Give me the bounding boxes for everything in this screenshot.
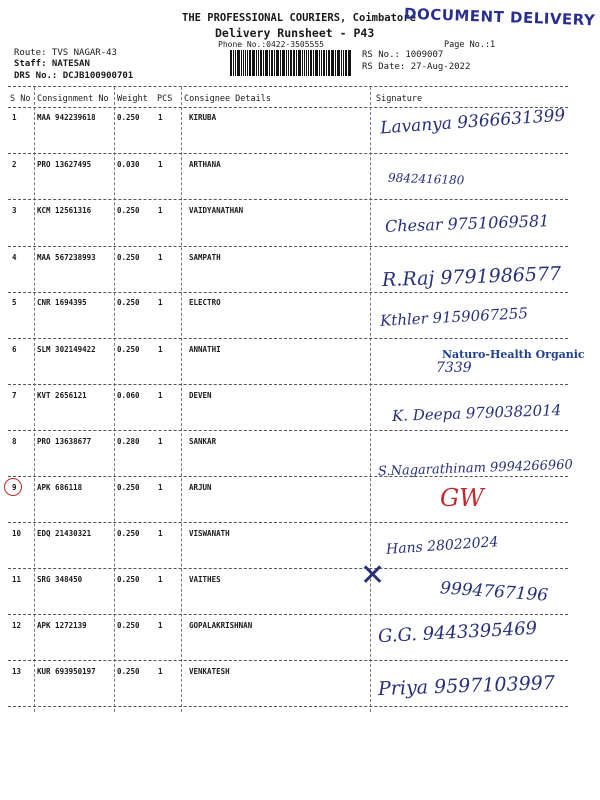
barcode-bar — [348, 50, 351, 76]
barcode-image — [230, 50, 352, 76]
barcode-bar — [235, 50, 236, 76]
row-divider — [8, 476, 568, 477]
cell-consignee: ANNATHI — [189, 345, 221, 354]
cell-sno: 4 — [12, 253, 17, 262]
cell-weight: 0.250 — [117, 298, 140, 307]
row-divider — [8, 614, 568, 615]
cell-consignment: KCM 12561316 — [37, 206, 92, 215]
cell-pcs: 1 — [158, 253, 163, 262]
barcode-bar — [306, 50, 308, 76]
row-divider — [8, 384, 568, 385]
rs-number: RS No.: 1009007 — [362, 50, 444, 60]
cell-weight: 0.060 — [117, 391, 140, 400]
cell-consignee: VAIDYANATHAN — [189, 206, 244, 215]
barcode-bar — [345, 50, 347, 76]
barcode-bar — [290, 50, 292, 76]
row-divider — [8, 706, 568, 707]
row-divider — [8, 199, 568, 200]
signature-5: Kthler 9159067255 — [379, 304, 529, 330]
barcode-bar — [286, 50, 287, 76]
red-circle-mark — [4, 478, 22, 496]
barcode-bar — [288, 50, 289, 76]
cross-mark-icon: ✕ — [360, 558, 386, 593]
table-top-rule — [8, 86, 568, 87]
barcode-bar — [331, 50, 334, 76]
staff-label: Staff: NATESAN — [14, 59, 90, 69]
cell-sno: 1 — [12, 113, 17, 122]
signature-3: Chesar 9751069581 — [384, 211, 550, 236]
cell-pcs: 1 — [158, 160, 163, 169]
rs-date: RS Date: 27-Aug-2022 — [362, 62, 471, 72]
cell-consignment: SLM 302149422 — [37, 345, 96, 354]
cell-consignment: APK 1272139 — [37, 621, 87, 630]
barcode-bar — [241, 50, 242, 76]
cell-pcs: 1 — [158, 206, 163, 215]
document-delivery-stamp: DOCUMENT DELIVERY — [403, 4, 596, 30]
cell-consignee: VENKATESH — [189, 667, 230, 676]
cell-weight: 0.030 — [117, 160, 140, 169]
cell-consignee: SANKAR — [189, 437, 217, 446]
cell-weight: 0.250 — [117, 621, 140, 630]
red-pen-mark: GW — [440, 484, 484, 512]
cell-consignment: SRG 348450 — [37, 575, 83, 584]
cell-weight: 0.250 — [117, 667, 140, 676]
barcode-bar — [319, 50, 320, 76]
cell-pcs: 1 — [158, 391, 163, 400]
row-divider — [8, 292, 568, 293]
phone-number: Phone No.:0422-3505555 — [218, 40, 324, 49]
cell-sno: 10 — [12, 529, 22, 538]
cell-weight: 0.250 — [117, 529, 140, 538]
barcode-bar — [341, 50, 342, 76]
barcode-bar — [310, 50, 312, 76]
barcode-bar — [328, 50, 330, 76]
cell-sno: 3 — [12, 206, 17, 215]
barcode-bar — [249, 50, 251, 76]
barcode-bar — [263, 50, 264, 76]
barcode-bar — [230, 50, 232, 76]
cell-sno: 5 — [12, 298, 17, 307]
cell-consignee: GOPALAKRISHNAN — [189, 621, 253, 630]
cell-sno: 11 — [12, 575, 22, 584]
cell-consignee: ELECTRO — [189, 298, 221, 307]
cell-consignment: EDQ 21430321 — [37, 529, 92, 538]
signature-7: K. Deepa 9790382014 — [391, 401, 562, 425]
header-pcs: PCS — [157, 94, 173, 104]
table-row — [0, 483, 600, 513]
barcode-bar — [243, 50, 245, 76]
barcode-bar — [296, 50, 297, 76]
barcode-bar — [258, 50, 259, 76]
cell-consignee: DEVEN — [189, 391, 212, 400]
cell-weight: 0.250 — [117, 206, 140, 215]
barcode-bar — [237, 50, 240, 76]
barcode-bar — [298, 50, 301, 76]
drs-number: DRS No.: DCJB100900701 — [14, 71, 134, 81]
cell-weight: 0.280 — [117, 437, 140, 446]
barcode-bar — [233, 50, 234, 76]
cell-consignment: CNR 1694395 — [37, 298, 87, 307]
cell-pcs: 1 — [158, 298, 163, 307]
signature-2: 9842416180 — [387, 170, 465, 188]
cell-consignment: KVT 2656121 — [37, 391, 87, 400]
barcode-bar — [315, 50, 318, 76]
company-name: THE PROFESSIONAL COURIERS, Coimbatore — [182, 12, 416, 24]
barcode-bar — [271, 50, 273, 76]
barcode-bar — [282, 50, 285, 76]
naturo-health-stamp: Naturo-Health Organic — [442, 348, 585, 361]
table-row — [0, 529, 600, 559]
cell-weight: 0.250 — [117, 253, 140, 262]
row-divider — [8, 568, 568, 569]
barcode-bar — [274, 50, 275, 76]
table-header-rule — [8, 107, 568, 108]
signature-4: R.Raj 9791986577 — [381, 262, 562, 292]
cell-consignment: APK 686118 — [37, 483, 83, 492]
cell-pcs: 1 — [158, 529, 163, 538]
header-weight: Weight — [117, 94, 148, 104]
cell-consignee: VAITHES — [189, 575, 221, 584]
cell-pcs: 1 — [158, 113, 163, 122]
row-divider — [8, 660, 568, 661]
barcode-bar — [335, 50, 336, 76]
barcode-bar — [338, 50, 340, 76]
cell-sno: 12 — [12, 621, 22, 630]
barcode-bar — [256, 50, 257, 76]
barcode-bar — [343, 50, 344, 76]
cell-sno: 6 — [12, 345, 17, 354]
header-consignee: Consignee Details — [184, 94, 271, 104]
cell-sno: 13 — [12, 667, 22, 676]
row-divider — [8, 246, 568, 247]
signature-6: 7339 — [436, 360, 472, 376]
signature-8: S.Nagarathinam 9994266960 — [377, 457, 573, 480]
barcode-bar — [252, 50, 255, 76]
cell-pcs: 1 — [158, 667, 163, 676]
header-consignment: Consignment No — [37, 94, 109, 104]
row-divider — [8, 153, 568, 154]
cell-pcs: 1 — [158, 483, 163, 492]
signature-13: Priya 9597103997 — [377, 671, 556, 701]
page-number: Page No.:1 — [444, 40, 496, 50]
cell-pcs: 1 — [158, 575, 163, 584]
barcode-bar — [269, 50, 270, 76]
cell-consignment: MAA 567238993 — [37, 253, 96, 262]
table-row — [0, 160, 600, 190]
barcode-bar — [313, 50, 314, 76]
cell-pcs: 1 — [158, 621, 163, 630]
cell-sno: 8 — [12, 437, 17, 446]
cell-consignment: PRO 13638677 — [37, 437, 92, 446]
cell-consignment: MAA 942239618 — [37, 113, 96, 122]
cell-consignment: KUR 693950197 — [37, 667, 96, 676]
row-divider — [8, 522, 568, 523]
barcode-bar — [245, 50, 246, 76]
signature-1: Lavanya 9366631399 — [379, 105, 566, 139]
barcode-bar — [265, 50, 268, 76]
barcode-bar — [308, 50, 309, 76]
cell-weight: 0.250 — [117, 483, 140, 492]
barcode-bar — [321, 50, 322, 76]
signature-11: 9994767196 — [439, 578, 549, 606]
runsheet-title: Delivery Runsheet - P43 — [215, 26, 375, 40]
barcode-bar — [326, 50, 327, 76]
cell-sno: 7 — [12, 391, 17, 400]
header-signature: Signature — [376, 94, 423, 104]
header-sno: S No — [10, 94, 31, 104]
row-divider — [8, 430, 568, 431]
cell-pcs: 1 — [158, 345, 163, 354]
cell-consignee: VISWANATH — [189, 529, 230, 538]
barcode-bar — [293, 50, 295, 76]
row-divider — [8, 338, 568, 339]
barcode-bar — [247, 50, 248, 76]
signature-10: Hans 28022024 — [385, 534, 499, 558]
barcode-bar — [323, 50, 325, 76]
cell-sno: 2 — [12, 160, 17, 169]
cell-weight: 0.250 — [117, 575, 140, 584]
cell-sno: 9 — [12, 483, 17, 492]
cell-pcs: 1 — [158, 437, 163, 446]
cell-weight: 0.250 — [117, 113, 140, 122]
route-label: Route: TVS NAGAR-43 — [14, 48, 117, 58]
cell-weight: 0.250 — [117, 345, 140, 354]
barcode-bar — [337, 50, 338, 76]
cell-consignee: SAMPATH — [189, 253, 221, 262]
barcode-bar — [304, 50, 305, 76]
cell-consignment: PRO 13627495 — [37, 160, 92, 169]
cell-consignee: KIRUBA — [189, 113, 217, 122]
barcode-bar — [277, 50, 279, 76]
barcode-bar — [276, 50, 277, 76]
cell-consignee: ARJUN — [189, 483, 212, 492]
signature-12: G.G. 9443395469 — [377, 617, 538, 648]
barcode-bar — [280, 50, 281, 76]
cell-consignee: ARTHANA — [189, 160, 221, 169]
barcode-bar — [260, 50, 262, 76]
barcode-bar — [302, 50, 303, 76]
